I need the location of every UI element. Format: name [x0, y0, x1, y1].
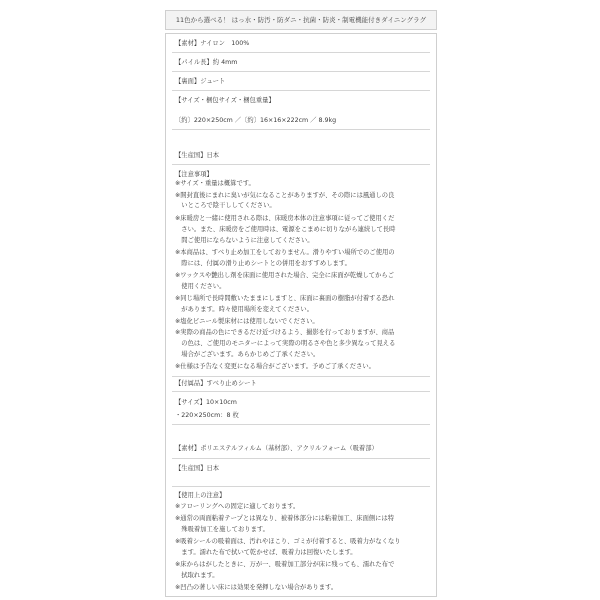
material-spec: 【素材】ナイロン 100% — [175, 40, 250, 47]
accessory-label: 【付属品】すべり止めシート — [175, 380, 257, 387]
usage-line: 殊吸着加工を施しております。 — [175, 526, 269, 533]
usage-line: ※凹凸の著しい床には効果を発揮しない場合があります。 — [175, 584, 338, 591]
note-line: 使用ください。 — [175, 283, 226, 290]
note-line: ※開封直後にまれに臭いが気になることがありますが、その際には風通しの良 — [175, 192, 395, 199]
divider — [172, 424, 430, 425]
note-line: ※ワックスや艶出し剤を床面に使用された場合、完全に床面が乾燥してからご — [175, 272, 394, 279]
note-line: ※実際の商品の色にできるだけ近づけるよう、撮影を行っておりますが、商品 — [175, 329, 395, 336]
usage-line: ※通常の両面粘着テープとは異なり、被着体部分には粘着加工、床面側には特 — [175, 515, 395, 522]
divider — [172, 52, 430, 53]
divider — [172, 486, 430, 487]
divider — [172, 391, 430, 392]
notes-label: 【注意事項】 — [175, 171, 213, 178]
note-line: ※同じ場所で長時間敷いたままにしますと、床面に裏面の樹脂が付着する恐れ — [175, 295, 395, 302]
usage-line: ※フローリングへの固定に適しております。 — [175, 503, 300, 510]
size-spec-value: 〔約〕220×250cm ／〔約〕16×16×222cm ／ 8.9kg — [175, 117, 337, 124]
accessory-material: 【素材】ポリエステルフィルム（基材部）、アクリルフォーム（吸着部） — [175, 445, 378, 452]
accessory-size-value: ・220×250cm：8 枚 — [175, 412, 239, 419]
note-line: ※本商品は、すべり止め加工をしておりません。滑りやすい場所でのご使用の — [175, 249, 395, 256]
note-line: ※仕様は予告なく変更になる場合がございます。予めご了承ください。 — [175, 363, 375, 370]
note-line: の色は、ご使用のモニターによって実際の明るさや色と多少異なって見える — [175, 340, 396, 347]
note-line: があります。時々使用場所を変えてください。 — [175, 306, 314, 313]
note-line: 場合がございます。あらかじめご了承ください。 — [175, 351, 320, 358]
usage-line: ※吸着シールの吸着面は、汚れやほこり、ゴミが付着すると、吸着力がなくなり — [175, 538, 401, 545]
usage-line: ※床からはがしたときに、万が一、吸着加工部分が床に残っても、濡れた布で — [175, 561, 395, 568]
divider — [172, 376, 430, 377]
note-line: 間ご使用にならないように注意してください。 — [175, 237, 314, 244]
spec-panel — [165, 33, 437, 597]
note-line: ※サイズ・重量は概算です。 — [175, 180, 255, 187]
origin-spec: 【生産国】日本 — [175, 152, 220, 159]
usage-line: 拭取れます。 — [175, 572, 219, 579]
page-title: 11色から選べる！ はっ水・防汚・防ダニ・抗菌・防炎・制電機能付きダイニングラグ — [165, 10, 437, 30]
usage-label: 【使用上の注意】 — [175, 492, 226, 499]
accessory-size-label: 【サイズ】10×10cm — [175, 399, 237, 406]
divider — [172, 90, 430, 91]
note-line: ※床暖房と一緒に使用される際は、床暖房本体の注意事項に従ってご使用くだ — [175, 215, 395, 222]
divider — [172, 164, 430, 165]
divider — [172, 458, 430, 459]
note-line: 際には、付属の滑り止めシートとの併用をおすすめします。 — [175, 260, 351, 267]
note-line: ※塩化ビニール製床材には使用しないでください。 — [175, 318, 319, 325]
size-spec-label: 【サイズ・梱包サイズ・梱包重量】 — [175, 97, 275, 104]
note-line: いところで陰干ししてください。 — [175, 202, 276, 209]
backing-spec: 【裏面】ジュート — [175, 78, 226, 85]
divider — [172, 129, 430, 130]
accessory-origin: 【生産国】日本 — [175, 465, 220, 472]
pile-length-spec: 【パイル長】約 4mm — [175, 59, 238, 66]
usage-line: ます。濡れた布で拭いて乾かせば、吸着力は回復いたします。 — [175, 549, 357, 556]
divider — [172, 71, 430, 72]
note-line: さい。また、床暖房をご使用時は、電源をこまめに切りながら連続して長時 — [175, 226, 396, 233]
